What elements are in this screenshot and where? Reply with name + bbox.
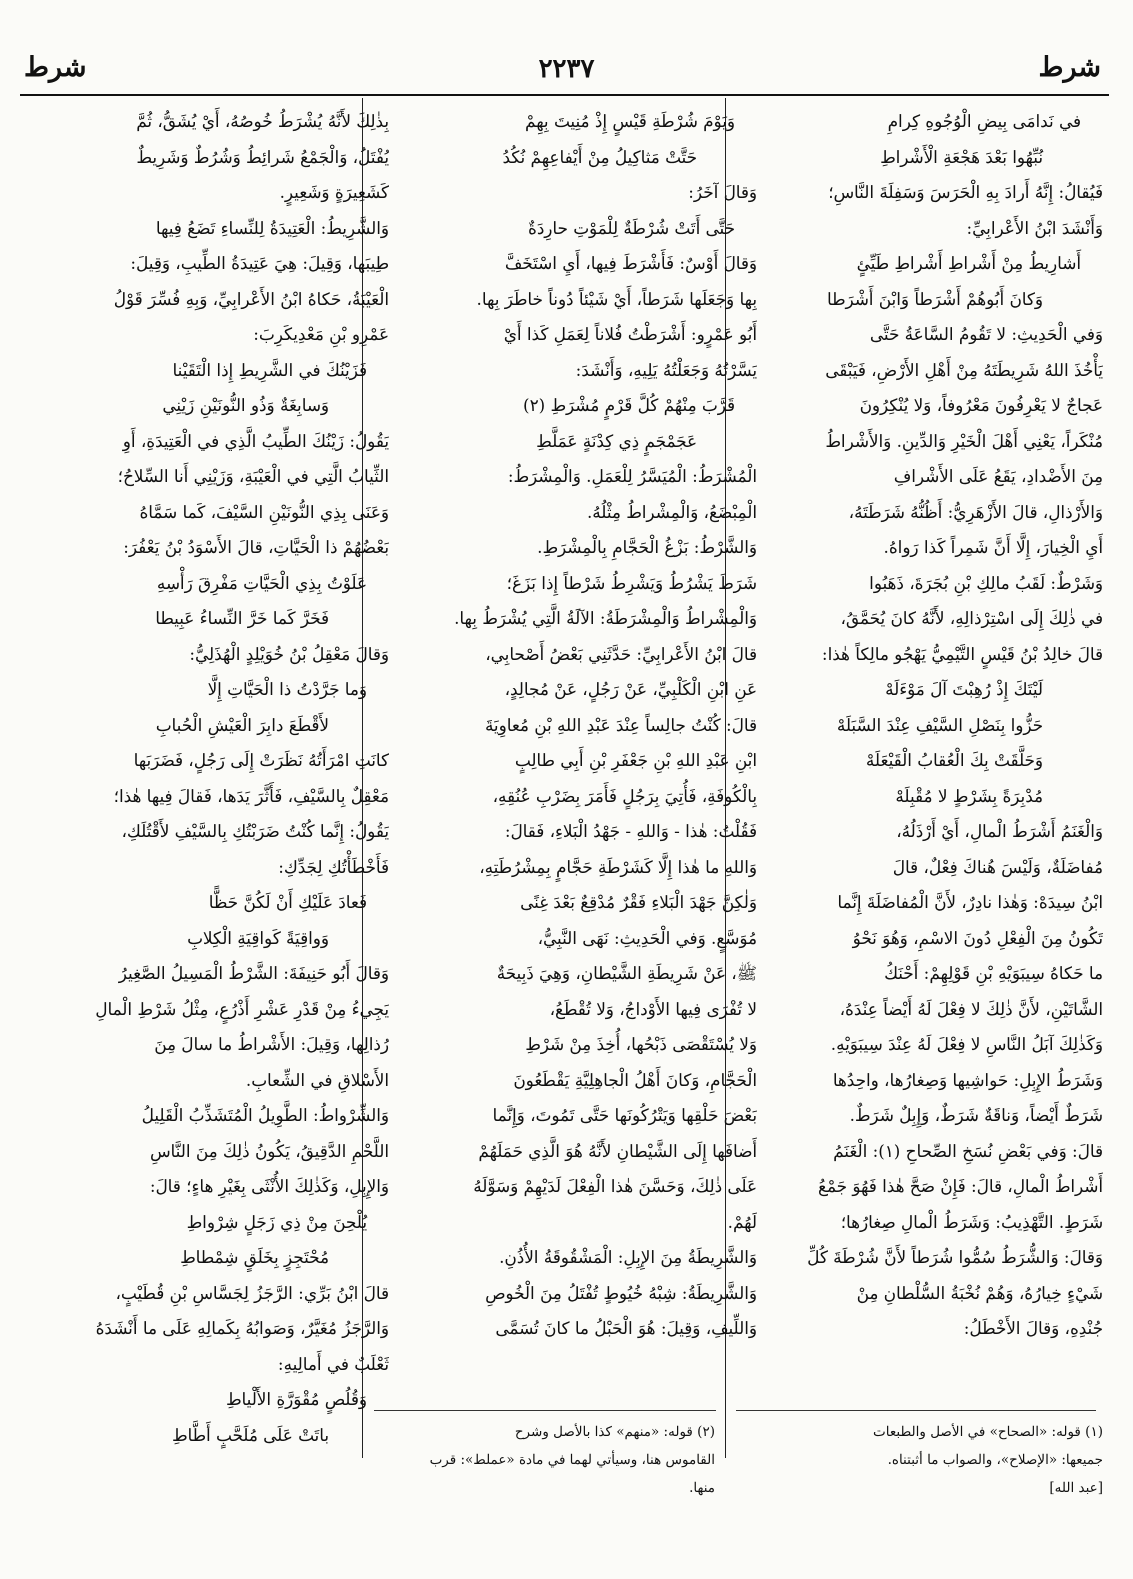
text-line: مُفاضَلَةٌ، وَلَيْسَ هُناكَ فِعْلٌ، قالَ (892, 856, 1103, 877)
text-line: وَاللهِ ما هٰذا إِلَّا كَشَرْطَةِ حَجَّامٍ بِمِشْرُطَتِهِ، (479, 856, 757, 877)
footnote-line: (١) قوله: «الصحاح» في الأصل والطبعات (873, 1424, 1103, 1440)
text-line: وَيَوْمَ شُرْطَةِ قَيْسٍ إِذْ مُنِيتَ بِهِمْ (525, 111, 735, 131)
text-line: نُبِّهُوا بَعْدَ هَجْعَةِ الْأَشْراطِ (880, 146, 1043, 167)
text-line: وَحَلَّقَتْ بِكَ الْعُقابُ الْقَيْعَلَهْ (865, 750, 1043, 770)
page-number: ٢٢٣٧ (538, 54, 595, 84)
text-line: قالَ ابْنُ الأَعْرابِيِّ: حَدَّثَنِي بَعْضُ أَصْحابِي، (485, 643, 757, 664)
text-line: وَأَنْشَدَ ابْنُ الأَعْرابِيِّ: (966, 217, 1103, 238)
footnote-line: جميعها: «الإصلاح»، والصواب ما أثبتناه. (887, 1452, 1103, 1468)
text-line: مُوَسَّعٍ. وَفي الْحَدِيثِ: نَهَى النَّبِيُّ، (537, 927, 757, 948)
footnote-line: القاموس هنا، وسيأتي لهما في مادة «عملط»: قرب (429, 1452, 715, 1468)
text-line: فَزَيْنُكَ في الشَّرِيطِ إِذا الْتَقَيْنا (172, 359, 367, 380)
text-line: يَقُولُ: إِنَّما كُنْتُ ضَرَبْتُكِ بِالسَّيْفِ لأَقْتُلَكِ، (121, 821, 389, 841)
text-line: شَرَطَ يَشْرُطُ وَيَشْرِطُ شَرْطاً إِذا بَزَغَ؛ (506, 572, 757, 593)
text-line: باتَتْ عَلَى مُلَحَّبٍ أَطَّاطِ (172, 1424, 329, 1445)
text-line: حَتَّى أَتَتْ شُرْطَةٌ لِلْمَوْتِ حارِدَةٌ (528, 217, 735, 238)
text-line: ابْنُ سِيدَهْ: وَهٰذا نادِرٌ، لأَنَّ الْمُفاضَلَةَ إِنَّما (837, 892, 1103, 912)
text-line: لَهُمْ. (727, 1211, 757, 1232)
text-line: قَرَّبَ مِنْهُمْ كُلَّ قَرْمٍ مُشْرَطِ (٢) (523, 395, 735, 415)
text-line: ابْنِ عَبْدِ اللهِ بْنِ جَعْفَرِ بْنِ أَبِي طالِبٍ (514, 750, 757, 770)
text-line: وَالشَّرِيطَةُ: شِبْهُ خُيُوطٍ تُفْتَلُ مِنَ الْخُوصِ (485, 1282, 757, 1303)
text-line: يَأْخُذَ اللهُ شَرِيطَتَهُ مِنْ أَهْلِ الأَرْضِ، فَيَبْقَى (825, 359, 1103, 380)
text-line: وَشَرْطٌ: لَقَبُ مالِكِ بْنِ بُجَرَةَ، ذَهَبُوا (869, 572, 1103, 593)
text-line: وَقالَ مَعْقِلُ بْنُ خُوَيْلِدٍ الْهُذَلِيُّ: (189, 643, 389, 664)
text-line: عَجَمْجَمٍ ذِي كِدْنَةٍ عَمَلَّطِ (536, 430, 697, 451)
text-line: عَلَوْتُ بِذِي الْحَيَّاتِ مَفْرِقَ رَأْسِهِ (156, 572, 367, 593)
text-line: مُحْتَجِزٍ بِخَلَقٍ شِمْطاطِ (180, 1247, 329, 1267)
text-line: فَيُقالُ: إِنَّهُ أَرادَ بِهِ الْحَرَسَ وَسَفِلَةَ النَّاسِ؛ (828, 182, 1103, 202)
text-line: حَتَّتْ مَثاكِيلُ مِنْ أَيْفاعِهِمْ نُكُدُ (502, 146, 697, 167)
text-line: وَالْمِشْراطُ وَالْمِشْرَطَةُ: الآلَةُ الَّتِي يُشْرَطُ بِها. (454, 608, 757, 628)
text-line: في نَدامَى بِيضِ الْوُجُوهِ كِرامِ (887, 111, 1081, 131)
text-line: عَجاجٌ لا يَعْرِفُونَ مَعْرُوفاً، وَلا يُنْكِرُونَ (859, 395, 1103, 415)
text-line: شَرَطٍ. التَّهْذِيبُ: وَشَرَطُ الْمالِ صِغارُها؛ (840, 1211, 1103, 1232)
text-line: الْحَجَّامِ، وَكانَ أَهْلُ الْجاهِلِيَّةِ يَقْطَعُونَ (513, 1069, 757, 1090)
text-line: اللَّحْمِ الدَّقِيقُ، يَكُونُ ذٰلِكَ مِنَ النَّاسِ (150, 1140, 389, 1161)
text-line: وَسابِغَةٌ وَذُو النُّونَيْنِ زَيْنِي (162, 395, 329, 415)
text-line: فَعادَ عَلَيْكِ أَنْ لَكُنَّ حَظًّا (208, 892, 367, 912)
text-line: وَقُلُصٍ مُقْوَرَّةِ الأَلْياطِ (226, 1389, 367, 1409)
footnote-rule-middle (374, 1410, 716, 1411)
text-line: قالَ: وَفي بَعْضِ نُسَخِ الصِّحاحِ (١): الْغَنَمُ (833, 1140, 1103, 1161)
text-line: مُدْبِرَةً بِشَرْطٍ لا مُقْبِلَهْ (895, 785, 1043, 806)
text-line: الْمِبْضَعُ، وَالْمِشْراطُ مِثْلُهُ. (586, 501, 757, 522)
text-line: لا تُفْرَى فِيها الأَوْداجُ، وَلا تُقْطَعُ، (549, 998, 757, 1019)
footnote-line: منها. (689, 1480, 715, 1496)
text-line: وَقالَ: وَالشُّرَطُ سُمُّوا شُرَطاً لأَنَّ شُرْطَةَ كُلِّ (807, 1247, 1103, 1267)
column-middle (417, 104, 757, 1347)
text-line: فَخَرَّ كَما خَرَّ النِّساءُ عَبِيطا (155, 608, 329, 628)
text-line: وَالرَّجَزُ مُغَيَّرٌ، وَصَوابُهُ بِكَمالِهِ عَلَى ما أَنْشَدَهُ (95, 1318, 389, 1338)
text-line: الأَسْلاقِ في الشِّعابِ. (245, 1069, 389, 1090)
text-line: وَالشَّرْطُ: بَزْغُ الْحَجَّامِ بِالْمِشْرَطِ. (537, 537, 757, 557)
text-line: بِذٰلِكَ لأَنَّهُ يُشْرَطُ خُوصُهُ، أَيْ يُشَقُّ، ثُمَّ (136, 111, 389, 131)
text-line: وَلٰكِنَّ جَهْدَ الْبَلاءِ فَقْرٌ مُدْقِعٌ بَعْدَ غِنًى (520, 892, 757, 912)
text-line: وَواقِيَةً كَواقِيَةِ الْكِلابِ (187, 927, 329, 948)
footnote-line: [عبد الله] (1049, 1480, 1103, 1496)
text-line: قالَ خالِدُ بْنُ قَيْسٍ التَّيْمِيُّ يَهْجُو مالِكاً هٰذا: (821, 643, 1103, 664)
text-line: ﷺ، عَنْ شَرِيطَةِ الشَّيْطانِ، وَهِيَ ذَبِيحَةٌ (496, 963, 757, 983)
text-line: وَالأَرْذالِ، قالَ الأَزْهَرِيُّ: أَظُنُّهُ شَرَطَتَهُ، (848, 501, 1103, 522)
text-line: وَالإِبِلِ، وَكَذٰلِكَ الأُنْثَى بِغَيْرِ هاءٍ؛ قالَ: (149, 1176, 389, 1196)
text-line: يَجِيءُ مِنْ قَدْرِ عَشْرِ أَذْرُعٍ، مِثْلُ شَرْطِ الْمالِ (95, 998, 389, 1019)
header-left-word: شرط (24, 52, 87, 83)
text-line: كَشَعِيرَةٍ وَشَعِيرٍ. (279, 182, 389, 202)
text-line: عَلَى ذٰلِكَ، وَحَسَّنَ هٰذا الْفِعْلَ لَدَيْهِمْ وَسَوَّلَهُ (473, 1176, 757, 1196)
text-line: أَشارِيطُ مِنْ أَشْراطِ أَشْراطِ طَيِّئٍ (856, 253, 1081, 273)
text-line: وَالشَّرِيطَةُ مِنَ الإِبِلِ: الْمَشْقُوقَةُ الأُذُنِ. (499, 1247, 757, 1267)
text-line: رُذالِها، وَقِيلَ: الأَشْراطُ ما سالَ مِنَ (154, 1034, 389, 1054)
text-line: وَلا يُسْتَقْصَى ذَبْحُها، أُخِذَ مِنْ شَرْطِ (525, 1034, 757, 1054)
text-line: وَقالَ أَوْسٌ: فَأَشْرَطَ فِيها، أَيِ اسْتَخَفَّ (504, 253, 757, 273)
text-line: ثَعْلَبٌ في أَمالِيهِ: (277, 1353, 389, 1374)
text-line: مَعْقِلٌ بِالسَّيْفِ، فَأَثَّرَ يَدَها، فَقالَ فِيها هٰذا؛ (113, 785, 389, 806)
footnote-line: (٢) قوله: «منهم» كذا بالأصل وشرح (514, 1424, 715, 1440)
column-right (776, 104, 1103, 1347)
text-line: وَقالَ أَبُو حَنِيفَةَ: الشَّرْطُ الْمَسِيلُ الصَّغِيرُ (118, 963, 389, 983)
text-line: بِها وَجَعَلَها شَرَطاً، أَيْ شَيْئاً دُوناً خاطَرَ بِها. (476, 288, 757, 309)
text-line: وَكانَ أَبُوهُمْ أَشْرَطاً وَابْنَ أَشْرَطا (826, 288, 1043, 309)
footnote-rule-right (736, 1410, 1096, 1411)
text-line: لَيْتَكَ إِذْ رُهِبْتَ آلَ مَوْءَلَهْ (885, 679, 1043, 699)
text-line: وَالْغَنَمُ أَشْرَطُ الْمالِ، أَيْ أَرْذَلُهُ، (896, 821, 1103, 841)
footnote-right (741, 1418, 1103, 1502)
text-line: أَضافَها إِلَى الشَّيْطانِ لأَنَّهُ هُوَ الَّذِي حَمَلَهُمْ (478, 1140, 757, 1161)
text-line: يُفْتَلُ، وَالْجَمْعُ شَرائِطُ وَشُرُطٌ وَشَرِيطٌ (136, 146, 389, 167)
text-line: الْعَيْبَةُ، حَكاهُ ابْنُ الأَعْرابِيِّ، وَبِهِ فُسِّرَ قَوْلُ (113, 288, 389, 309)
text-line: ما حَكاهُ سِيبَوَيْهِ بْنِ قَوْلِهِمْ: أَحْنَكُ (884, 963, 1103, 983)
text-line: عَمْرِو بْنِ مَعْدِيكَرِبَ: (253, 324, 389, 344)
text-line: فَقُلْتُ: هٰذا - وَاللهِ - جَهْدُ الْبَلاءِ، فَقالَ: (504, 821, 757, 841)
column-left (31, 104, 389, 1453)
text-line: حَزُّوا بِنَصْلِ السَّيْفِ عِنْدَ السَّبَلَهْ (836, 714, 1043, 735)
text-line: يُلْحِنَ مِنْ ذِي زَجَلٍ شِرْواطِ (186, 1211, 367, 1232)
text-line: وَعَنَى بِذِي النُّونَيْنِ السَّيْفَ، كَما سَمَّاهُ (139, 501, 389, 522)
footnote-middle (373, 1418, 715, 1502)
text-line: لأَقْطَعَ دابِرَ الْعَيْشِ الْحُبابِ (155, 714, 329, 735)
text-line: الثِّيابُ الَّتِي في الْعَيْبَةِ، وَزَيْنِي أَنا السِّلاحُ؛ (117, 466, 389, 486)
text-line: قالَ: كُنْتُ جالِساً عِنْدَ عَبْدِ اللهِ بْنِ مُعاوِيَةَ (484, 714, 757, 735)
text-line: بَعْضُهُمْ ذا الْحَيَّاتِ، قالَ الأَسْوَدُ بْنُ يَعْفُرَ: (123, 537, 389, 557)
text-line: كانَتِ امْرَأَتُهُ نَظَرَتْ إِلَى رَجُلٍ، فَضَرَبَها (133, 750, 389, 770)
text-line: مُنْكَراً، يَعْنِي أَهْلَ الْخَيْرِ وَالدِّينِ. وَالأَشْراطُ (825, 430, 1103, 451)
text-line: وَفي الْحَدِيثِ: لا تَقُومُ السَّاعَةُ حَتَّى (869, 324, 1103, 344)
text-line: أَشْراطُ الْمالِ، قالَ: فَإِنْ صَحَّ هٰذا فَهُوَ جَمْعُ (818, 1176, 1103, 1196)
text-line: يَسَّرْتُهُ وَجَعَلْتُهُ يَلِيهِ، وَأَنْشَدَ: (575, 359, 757, 380)
text-line: مِنَ الأَضْدادِ، يَقَعُ عَلَى الأَشْرافِ (893, 466, 1103, 486)
header-rule (20, 94, 1109, 96)
text-line: وَالشِّرْواطُ: الطَّوِيلُ الْمُتَشَذِّبُ الْقَلِيلُ (141, 1105, 389, 1125)
text-line: وَالشَّرِيطُ: الْعَتِيدَةُ لِلنِّساءِ تَضَعُ فِيها (155, 217, 389, 238)
text-line: وَاللِّيفِ، وَقِيلَ: هُوَ الْحَبْلُ ما كانَ تُسَمَّى (495, 1318, 757, 1338)
text-line: شَيْءٍ خِيارُهُ، وَهُمْ نُخْبَةُ السُّلْطانِ مِنْ (856, 1282, 1103, 1303)
text-line: أَيِ الْخِيارَ، إِلَّا أَنَّ شَمِراً كَذا رَواهُ. (883, 537, 1103, 557)
text-line: يَقُولُ: زَيْنُكَ الطِّيبُ الَّذِي في الْعَتِيدَةِ، أَوِ (122, 430, 389, 451)
text-line: وَقالَ آخَرُ: (688, 182, 757, 202)
header-right-word: شرط (1038, 52, 1101, 83)
text-line: وَكَذٰلِكَ آبَلُ النَّاسِ لا فِعْلَ لَهُ عِنْدَ سِيبَوَيْهِ. (830, 1034, 1103, 1054)
text-line: بَعْضَ حَلْقِها وَيَتْرُكُونَها حَتَّى تَمُوتَ، وَإِنَّما (492, 1105, 757, 1125)
text-line: في ذٰلِكَ إِلَى اسْتِرْذالِهِ، لأَنَّهُ كانَ يُحَمَّقُ، (840, 608, 1103, 628)
text-line: وَشَرَطُ الإِبِلِ: حَواشِيها وَصِغارُها، واحِدُها (832, 1069, 1103, 1090)
text-line: قالَ ابْنُ بَرِّي: الرَّجَزُ لِجَسَّاسِ بْنِ قُطَيْبٍ، (115, 1282, 389, 1303)
text-line: طِيبَها، وَقِيلَ: هِيَ عَتِيدَةُ الطِّيبِ، وَقِيلَ: (130, 253, 389, 273)
text-line: أَبُو عَمْرٍو: أَشْرَطْتُ فُلاناً لِعَمَلِ كَذا أَيْ (503, 324, 757, 344)
text-line: الْمُشْرَطُ: الْمُيَسَّرُ لِلْعَمَلِ. وَالْمِشْرَطُ: (507, 466, 757, 486)
text-line: شَرَطٌ أَيْضاً، وَناقَةٌ شَرَطٌ، وَإِبِلٌ شَرَطٌ. (849, 1105, 1103, 1125)
text-line: الشَّاتَيْنِ، لأَنَّ ذٰلِكَ لا فِعْلَ لَهُ أَيْضاً عِنْدَهُ، (839, 998, 1103, 1019)
text-line: عَنِ ابْنِ الْكَلْبِيِّ، عَنْ رَجُلٍ، عَنْ مُجالِدٍ، (504, 679, 757, 699)
text-line: بِالْكُوفَةِ، فَأُتِيَ بِرَجُلٍ فَأَمَرَ بِضَرْبِ عُنُقِهِ، (492, 785, 757, 806)
text-line: تَكُونُ مِنَ الْفِعْلِ دُونَ الاسْمِ، وَهُوَ نَحْوُ (852, 927, 1103, 948)
text-line: وَما جَرَّدْتُ ذا الْحَيَّاتِ إِلَّا (207, 679, 367, 699)
text-line: جُنْدِهِ، وَقالَ الأَخْطَلُ: (963, 1318, 1103, 1338)
text-line: فَأَخْطَأْتُكِ لِجَدِّكِ: (278, 856, 389, 877)
